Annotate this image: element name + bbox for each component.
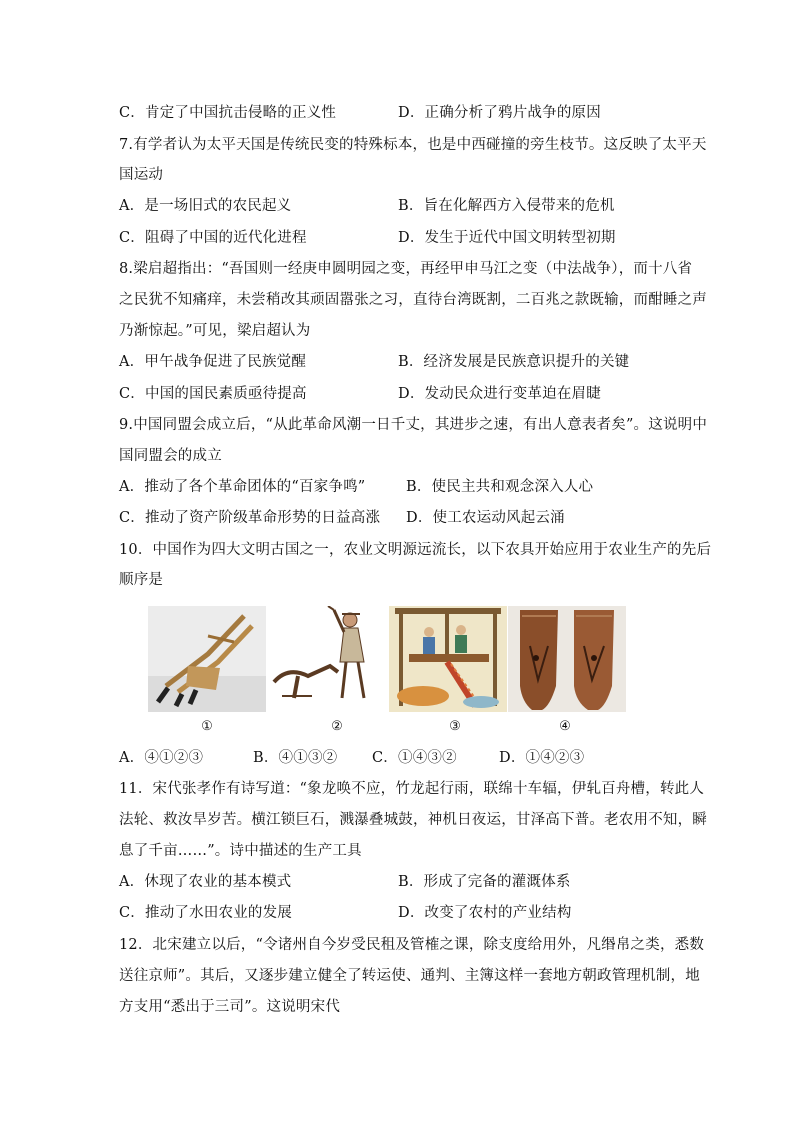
water-wheel-painting-icon	[389, 606, 507, 712]
q6-option-d: D．正确分析了鸦片战争的原因	[398, 105, 601, 121]
ancient-spade-photo-icon	[508, 606, 626, 712]
plough-photo-icon	[148, 606, 266, 712]
q11-option-a: A．休现了农业的基本模式	[119, 874, 292, 890]
q8-stem-line3: 乃渐惊起。”可见，梁启超认为	[119, 323, 311, 339]
q10-option-b: B．④①③②	[253, 750, 338, 766]
q10-stem-line2: 顺序是	[119, 572, 164, 588]
q8-stem-line1: 8.梁启超指出：“吾国则一经庚申圆明园之变，再经甲申马江之变（中法战争），而十八省	[119, 261, 693, 277]
q11-option-d: D．改变了农村的产业结构	[398, 905, 572, 921]
q10-option-c: C．①④③②	[372, 750, 457, 766]
q11-stem-line3: 息了千亩……”。诗中描述的生产工具	[119, 843, 362, 859]
figure-label-3: ③	[449, 719, 461, 734]
q8-option-c: C．中国的国民素质亟待提高	[119, 386, 307, 402]
q12-stem-line3: 方支用“悉出于三司”。这说明宋代	[119, 999, 341, 1015]
figure-label-2: ②	[331, 719, 343, 734]
q10-option-d: D．①④②③	[499, 750, 585, 766]
q6-option-c: C．肯定了中国抗击侵略的正义性	[119, 105, 337, 121]
q9-stem-line1: 9.中国同盟会成立后，“从此革命风潮一日千丈，其进步之速，有出人意表者矣”。这说明中	[119, 417, 708, 433]
q9-option-d: D．使工农运动风起云涌	[406, 510, 565, 526]
q10-figure-row	[148, 606, 628, 746]
q9-option-b: B．使民主共和观念深入人心	[406, 479, 594, 495]
q7-option-a: A．是一场旧式的农民起义	[119, 198, 292, 214]
q7-option-b: B．旨在化解西方入侵带来的危机	[398, 198, 615, 214]
q11-option-c: C．推动了水田农业的发展	[119, 905, 292, 921]
q11-stem-line2: 法轮、救汝旱岁苦。横江锁巨石，溅瀑叠城鼓，神机日夜运，甘泽高下普。老农用不知，瞬	[119, 812, 707, 828]
q8-option-b: B．经济发展是民族意识提升的关键	[398, 354, 630, 370]
q10-option-a: A．④①②③	[119, 750, 204, 766]
q8-stem-line2: 之民犹不知痛痒，未尝稍改其顽固嚣张之习，直待台湾既割，二百兆之款既输，而酣睡之声	[119, 292, 707, 308]
q9-option-a: A．推动了各个革命团体的“百家争鸣”	[119, 479, 366, 495]
q9-option-c: C．推动了资产阶级革命形势的日益高涨	[119, 510, 381, 526]
q11-stem-line1: 11．宋代张孝作有诗写道：“象龙唤不应，竹龙起行雨，联绵十车辐，伊轧百舟槽，转此人	[119, 781, 705, 797]
q7-option-d: D．发生于近代中国文明转型初期	[398, 230, 616, 246]
farmer-plough-drawing-icon	[268, 606, 386, 712]
q12-stem-line1: 12．北宋建立以后，“令诸州自今岁受民租及管榷之课，除支度给用外，凡缗帛之类，悉数	[119, 937, 705, 953]
q10-stem-line1: 10．中国作为四大文明古国之一，农业文明源远流长，以下农具开始应用于农业生产的先后	[119, 542, 712, 558]
q7-stem-line1: 7.有学者认为太平天国是传统民变的特殊标本，也是中西碰撞的旁生枝节。这反映了太平天	[119, 137, 707, 153]
q8-option-a: A．甲午战争促进了民族觉醒	[119, 354, 307, 370]
q7-option-c: C．阻碍了中国的近代化进程	[119, 230, 307, 246]
q9-stem-line2: 国同盟会的成立	[119, 448, 222, 464]
q8-option-d: D．发动民众进行变革迫在眉睫	[398, 386, 601, 402]
q12-stem-line2: 送往京师”。其后，又逐步建立健全了转运使、通判、主簿这样一套地方朝政管理机制，地	[119, 968, 700, 984]
q11-option-b: B．形成了完备的灌溉体系	[398, 874, 571, 890]
figure-label-4: ④	[559, 719, 571, 734]
q7-stem-line2: 国运动	[119, 167, 164, 183]
figure-label-1: ①	[201, 719, 213, 734]
